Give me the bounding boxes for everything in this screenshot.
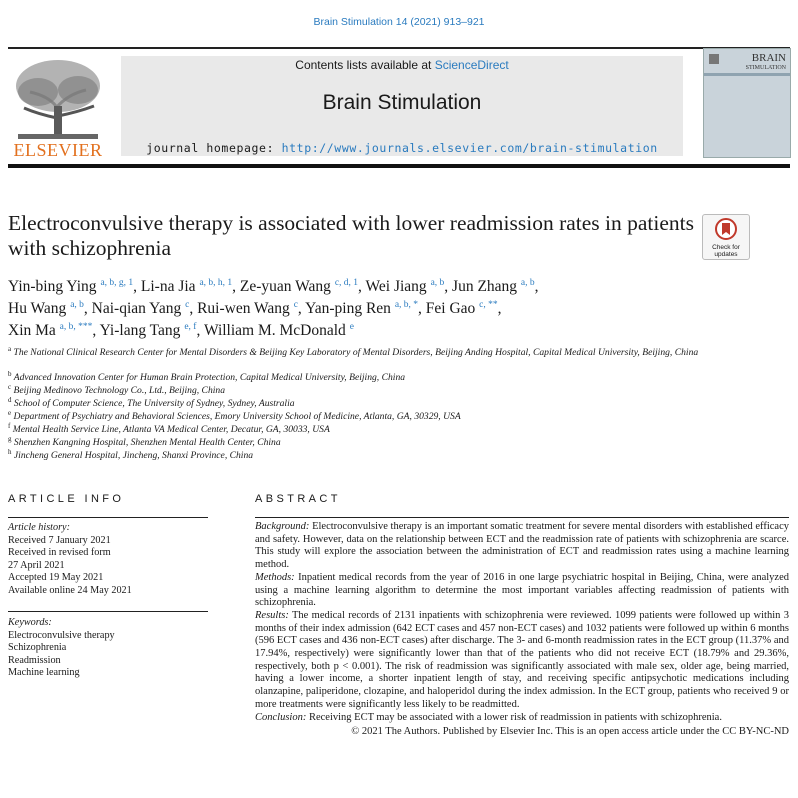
author-affil-marks[interactable]: a, b: [430, 278, 445, 288]
header-divider: [8, 164, 790, 168]
affiliation-text: Jincheng General Hospital, Jincheng, Shanxi Province, China: [13, 450, 254, 462]
author-separator: ,: [133, 278, 141, 296]
author: [197, 300, 305, 317]
author-separator: ,: [358, 278, 366, 296]
author-name[interactable]: Li-na Jia: [140, 278, 196, 296]
keywords: [8, 617, 208, 680]
affiliation-text: Department of Psychiatry and Behavioral Sciences, Emory University School of Medicine, Atlanta, GA, 30329, USA: [13, 411, 461, 423]
divider: [8, 47, 790, 49]
abstract-label: Results:: [255, 609, 289, 621]
contents-line: [121, 58, 683, 72]
cover-elsevier-icon: [708, 53, 720, 65]
author-affil-marks[interactable]: a, b, *: [394, 300, 419, 311]
author-name[interactable]: Yan-ping Ren: [305, 300, 391, 318]
copyright-line: © 2021 The Authors. Published by Elsevier Inc. This is an open access article under the CC BY-NC-ND: [351, 726, 789, 738]
author: [426, 300, 502, 317]
keyword[interactable]: Schizophrenia: [8, 642, 67, 654]
divider: [255, 517, 789, 518]
author-name[interactable]: Rui-wen Wang: [197, 300, 290, 318]
homepage-prefix: journal homepage:: [146, 141, 282, 155]
abstract-paragraph: [255, 521, 789, 572]
homepage-line: [121, 141, 683, 155]
history-item: 27 April 2021: [8, 559, 65, 571]
author: [366, 278, 453, 295]
author: [8, 300, 92, 317]
keywords-label: Keywords:: [8, 617, 52, 628]
author-name[interactable]: Yi-lang Tang: [99, 322, 181, 340]
affiliation-key: d: [8, 396, 12, 404]
author-name[interactable]: Xin Ma: [8, 322, 56, 340]
history-item: Received in revised form: [8, 547, 111, 559]
cover-title: [746, 53, 786, 72]
affiliation-key: f: [8, 422, 11, 430]
abstract-label: Background:: [255, 521, 310, 532]
author: [305, 300, 426, 317]
bookmark-icon: [715, 218, 737, 242]
author-name[interactable]: William M. McDonald: [203, 322, 346, 340]
cover-title-line2: STIMULATION: [745, 65, 786, 71]
journal-citation[interactable]: Brain Stimulation 14 (2021) 913–921: [313, 16, 485, 28]
journal-cover[interactable]: [703, 48, 791, 158]
author-affil-marks[interactable]: c: [185, 300, 190, 311]
author-name[interactable]: Wei Jiang: [365, 278, 427, 296]
author-separator: ,: [418, 300, 426, 318]
check-for-updates-button[interactable]: [702, 214, 750, 260]
abstract-text: The medical records of 2131 inpatients with schizophrenia were reviewed. 1099 patients were followed up within 3 months of their index admission (642 ECT cases and 457 non-ECT cases) and 1032 patients were followed up within 6 months (596 ECT cases and 436 non-ECT cases) after discharge. The 3- and 6-month readmission rates in the ECT group (11.37% and 17.94%, respectively) were significantly lower than that of the patients who did not receive ECT (18.79% and 29.36%, respectively, both p < 0.001). The risk of readmission was significantly associated with male sex, older age, being married, having a lower income, a shorter inpatient length of stay, and receiving specific antipsychotic medications including olanzapine, paliperidone, clozapine, and haloperidol during the index admission. In the ECT group, patients who received 9 or more treatments were significantly less likely to be readmitted.: [255, 609, 789, 710]
author-name[interactable]: Fei Gao: [425, 300, 476, 318]
author-affil-marks[interactable]: c, d, 1: [334, 278, 359, 288]
affiliation-text: Mental Health Service Line, Atlanta VA Medical Center, Decatur, GA, 30033, USA: [12, 424, 330, 436]
affiliation-text: Shenzhen Kangning Hospital, Shenzhen Mental Health Center, China: [13, 437, 281, 449]
homepage-link[interactable]: http://www.journals.elsevier.com/brain-stimulation: [281, 141, 658, 155]
keyword[interactable]: Machine learning: [8, 667, 80, 679]
history-item: Received 7 January 2021: [8, 534, 111, 546]
keyword[interactable]: Electroconvulsive therapy: [8, 629, 115, 641]
abstract-text: Receiving ECT may be associated with a lower risk of readmission in patients with schizophrenia.: [306, 711, 722, 723]
affiliation-key: c: [8, 383, 12, 391]
abstract-text: Electroconvulsive therapy is an important somatic treatment for severe mental disorders with established efficacy and safety. However, data on the relationship between ECT and the readmission rate of patients with schizophrenia are scarce. This study will explore the association between the administration of ECT and readmission rates using a machine learning method.: [255, 521, 789, 571]
author-separator: ,: [444, 278, 453, 296]
history-item: Available online 24 May 2021: [8, 584, 132, 596]
contents-prefix: Contents lists available at: [295, 58, 435, 72]
cover-title-line1: BRAIN: [751, 52, 786, 64]
sciencedirect-link[interactable]: ScienceDirect: [434, 58, 509, 72]
affiliation-key: e: [8, 409, 12, 417]
author: [100, 322, 204, 339]
elsevier-logo[interactable]: [8, 56, 108, 160]
author-separator: ,: [83, 300, 92, 318]
check-for-updates-label: Check for updates: [712, 244, 740, 258]
affiliation-key: h: [8, 448, 12, 456]
author-affil-marks[interactable]: c: [293, 300, 298, 311]
author: [92, 300, 197, 317]
author-separator: ,: [232, 278, 240, 296]
author-separator: ,: [189, 300, 198, 318]
author-affil-marks[interactable]: a, b, ***: [59, 322, 93, 333]
author: [8, 278, 141, 295]
affiliation-key: a: [8, 345, 12, 353]
history-label: Article history:: [8, 522, 70, 533]
author-affil-marks[interactable]: a, b: [520, 278, 535, 288]
author-affil-marks[interactable]: e, f: [184, 322, 197, 333]
affiliation-key: g: [8, 435, 12, 443]
abstract-heading: ABSTRACT: [255, 493, 341, 505]
author-affil-marks[interactable]: a, b: [70, 300, 84, 311]
affiliation-text: The National Clinical Research Center for Mental Disorders & Beijing Key Laboratory of Mental Disorders, Beijing Anding Hospital, Capital Medical University, Beijing, China: [13, 347, 699, 359]
author-affil-marks[interactable]: a, b, g, 1: [100, 278, 134, 288]
publisher-wordmark: ELSEVIER: [13, 140, 103, 160]
journal-title: Brain Stimulation: [322, 91, 482, 114]
divider: [8, 611, 208, 612]
divider: [8, 517, 208, 518]
author-separator: ,: [297, 300, 306, 318]
author-affil-marks[interactable]: e: [349, 322, 354, 333]
author-name[interactable]: Hu Wang: [8, 300, 67, 318]
author-affil-marks[interactable]: c, **: [479, 300, 498, 311]
abstract-paragraph: [255, 610, 789, 712]
author: [204, 322, 354, 339]
history-item: Accepted 19 May 2021: [8, 572, 104, 584]
author: [141, 278, 240, 295]
author-separator: ,: [92, 322, 100, 340]
affiliation: [8, 343, 788, 360]
abstract-label: Methods:: [255, 571, 295, 583]
author-name[interactable]: Nai-qian Yang: [91, 300, 182, 318]
affiliation: [8, 446, 788, 463]
author: [452, 278, 538, 295]
author-separator: ,: [497, 300, 502, 318]
affiliation-text: Beijing Medinovo Technology Co., Ltd., Beijing, China: [13, 385, 226, 397]
keyword[interactable]: Readmission: [8, 654, 61, 666]
author-affil-marks[interactable]: a, b, h, 1: [199, 278, 233, 288]
article-history: [8, 522, 208, 598]
cover-band: [704, 73, 790, 76]
author-separator: ,: [534, 278, 539, 296]
affiliation-text: School of Computer Science, The University of Sydney, Sydney, Australia: [13, 398, 295, 410]
author-name[interactable]: Yin-bing Ying: [8, 278, 97, 296]
author-separator: ,: [196, 322, 204, 340]
abstract-body: [255, 521, 789, 739]
abstract-label: Conclusion:: [255, 711, 307, 723]
author: [240, 278, 366, 295]
abstract-paragraph: [255, 712, 789, 725]
affiliation-key: b: [8, 370, 12, 378]
affiliation-text: Advanced Innovation Center for Human Brain Protection, Capital Medical University, Beijing, China: [13, 372, 406, 384]
author-name[interactable]: Ze-yuan Wang: [239, 278, 331, 296]
abstract-paragraph: [255, 572, 789, 610]
article-info-heading: ARTICLE INFO: [8, 493, 125, 505]
author-name[interactable]: Jun Zhang: [452, 278, 518, 296]
author: [8, 322, 100, 339]
article-title: Electroconvulsive therapy is associated with lower readmission rates in patients with schizophrenia: [8, 211, 695, 260]
author-list: [8, 274, 708, 340]
abstract-text: Inpatient medical records from the year of 2016 in one large psychiatric hospital in Beijing, China, were analyzed using a machine learning algorithm to determine the most important variables affecting readmission of patients with schizophrenia.: [255, 571, 789, 609]
